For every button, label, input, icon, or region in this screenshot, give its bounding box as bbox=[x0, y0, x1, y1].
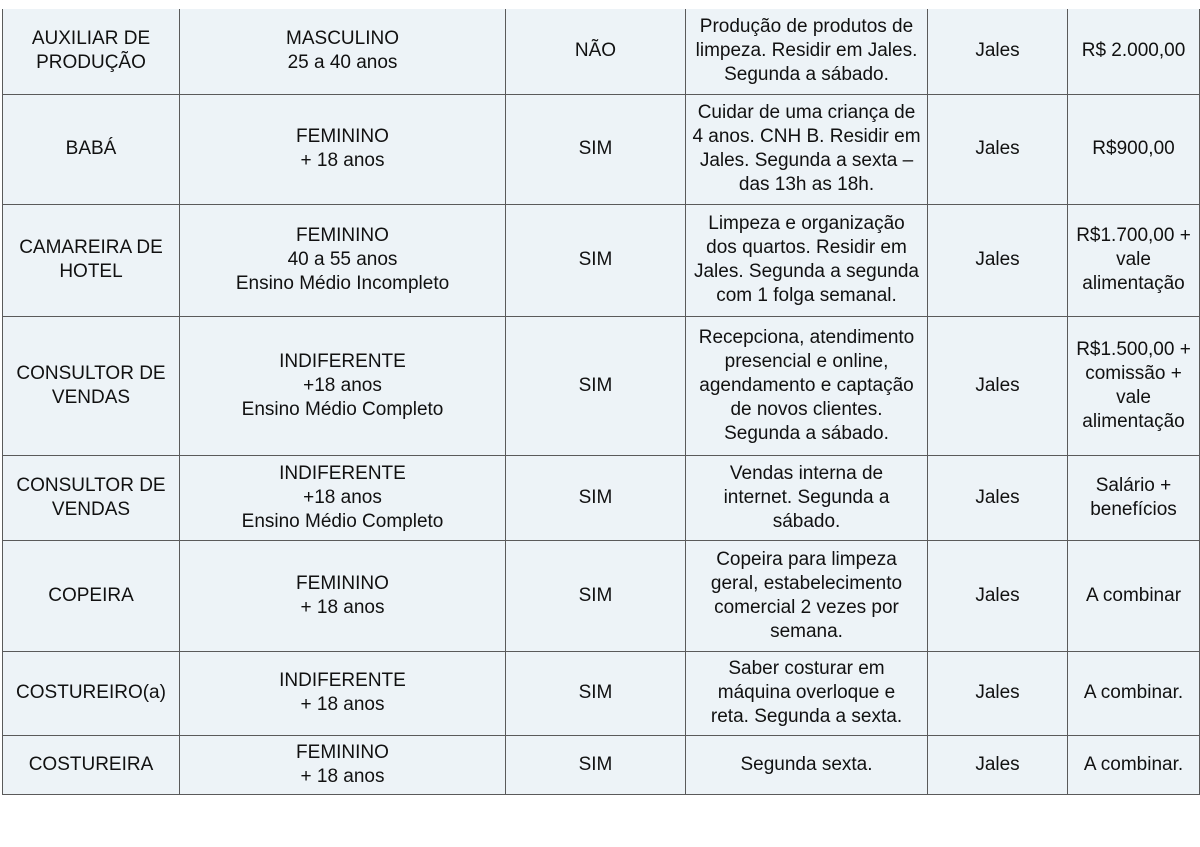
city-cell: Jales bbox=[928, 455, 1068, 540]
job-title-cell: BABÁ bbox=[3, 94, 180, 204]
pcd-cell: SIM bbox=[506, 94, 686, 204]
job-title-cell: CONSULTOR DE VENDAS bbox=[3, 316, 180, 455]
job-description-cell: Recepciona, atendimento presencial e online, agendamento e captação de novos clientes. Segunda a sábado. bbox=[686, 316, 928, 455]
candidate-profile-cell: FEMININO + 18 anos bbox=[180, 540, 506, 651]
salary-cell: A combinar bbox=[1068, 540, 1200, 651]
candidate-profile-cell: INDIFERENTE + 18 anos bbox=[180, 651, 506, 735]
table-row bbox=[3, 651, 1200, 735]
job-title-cell: COPEIRA bbox=[3, 540, 180, 651]
pcd-cell: NÃO bbox=[506, 9, 686, 94]
salary-cell: R$ 2.000,00 bbox=[1068, 9, 1200, 94]
job-description-cell: Cuidar de uma criança de 4 anos. CNH B. Residir em Jales. Segunda a sexta – das 13h as 18h. bbox=[686, 94, 928, 204]
city-cell: Jales bbox=[928, 9, 1068, 94]
table-row bbox=[3, 455, 1200, 540]
job-title-cell: COSTUREIRO(a) bbox=[3, 651, 180, 735]
salary-cell: R$1.700,00 + vale alimentação bbox=[1068, 204, 1200, 316]
job-description-cell: Limpeza e organização dos quartos. Residir em Jales. Segunda a segunda com 1 folga semanal. bbox=[686, 204, 928, 316]
table-row bbox=[3, 204, 1200, 316]
salary-cell: A combinar. bbox=[1068, 735, 1200, 794]
job-description-cell: Vendas interna de internet. Segunda a sábado. bbox=[686, 455, 928, 540]
city-cell: Jales bbox=[928, 316, 1068, 455]
job-description-cell: Saber costurar em máquina overloque e reta. Segunda a sexta. bbox=[686, 651, 928, 735]
city-cell: Jales bbox=[928, 94, 1068, 204]
job-description-cell: Segunda sexta. bbox=[686, 735, 928, 794]
salary-cell: A combinar. bbox=[1068, 651, 1200, 735]
city-cell: Jales bbox=[928, 735, 1068, 794]
pcd-cell: SIM bbox=[506, 204, 686, 316]
candidate-profile-cell: MASCULINO 25 a 40 anos bbox=[180, 9, 506, 94]
pcd-cell: SIM bbox=[506, 316, 686, 455]
job-title-cell: CONSULTOR DE VENDAS bbox=[3, 455, 180, 540]
city-cell: Jales bbox=[928, 540, 1068, 651]
pcd-cell: SIM bbox=[506, 651, 686, 735]
city-cell: Jales bbox=[928, 204, 1068, 316]
job-listings-table bbox=[2, 9, 1200, 795]
table-row bbox=[3, 316, 1200, 455]
job-title-cell: AUXILIAR DE PRODUÇÃO bbox=[3, 9, 180, 94]
candidate-profile-cell: FEMININO + 18 anos bbox=[180, 94, 506, 204]
table-row bbox=[3, 540, 1200, 651]
salary-cell: R$900,00 bbox=[1068, 94, 1200, 204]
city-cell: Jales bbox=[928, 651, 1068, 735]
table-row bbox=[3, 735, 1200, 794]
pcd-cell: SIM bbox=[506, 455, 686, 540]
salary-cell: R$1.500,00 + comissão + vale alimentação bbox=[1068, 316, 1200, 455]
job-description-cell: Copeira para limpeza geral, estabelecimento comercial 2 vezes por semana. bbox=[686, 540, 928, 651]
candidate-profile-cell: INDIFERENTE +18 anos Ensino Médio Completo bbox=[180, 455, 506, 540]
pcd-cell: SIM bbox=[506, 540, 686, 651]
candidate-profile-cell: INDIFERENTE +18 anos Ensino Médio Completo bbox=[180, 316, 506, 455]
salary-cell: Salário + benefícios bbox=[1068, 455, 1200, 540]
table-row bbox=[3, 9, 1200, 94]
job-title-cell: COSTUREIRA bbox=[3, 735, 180, 794]
job-title-cell: CAMAREIRA DE HOTEL bbox=[3, 204, 180, 316]
candidate-profile-cell: FEMININO + 18 anos bbox=[180, 735, 506, 794]
pcd-cell: SIM bbox=[506, 735, 686, 794]
candidate-profile-cell: FEMININO 40 a 55 anos Ensino Médio Incompleto bbox=[180, 204, 506, 316]
job-description-cell: Produção de produtos de limpeza. Residir em Jales. Segunda a sábado. bbox=[686, 9, 928, 94]
table-row bbox=[3, 94, 1200, 204]
